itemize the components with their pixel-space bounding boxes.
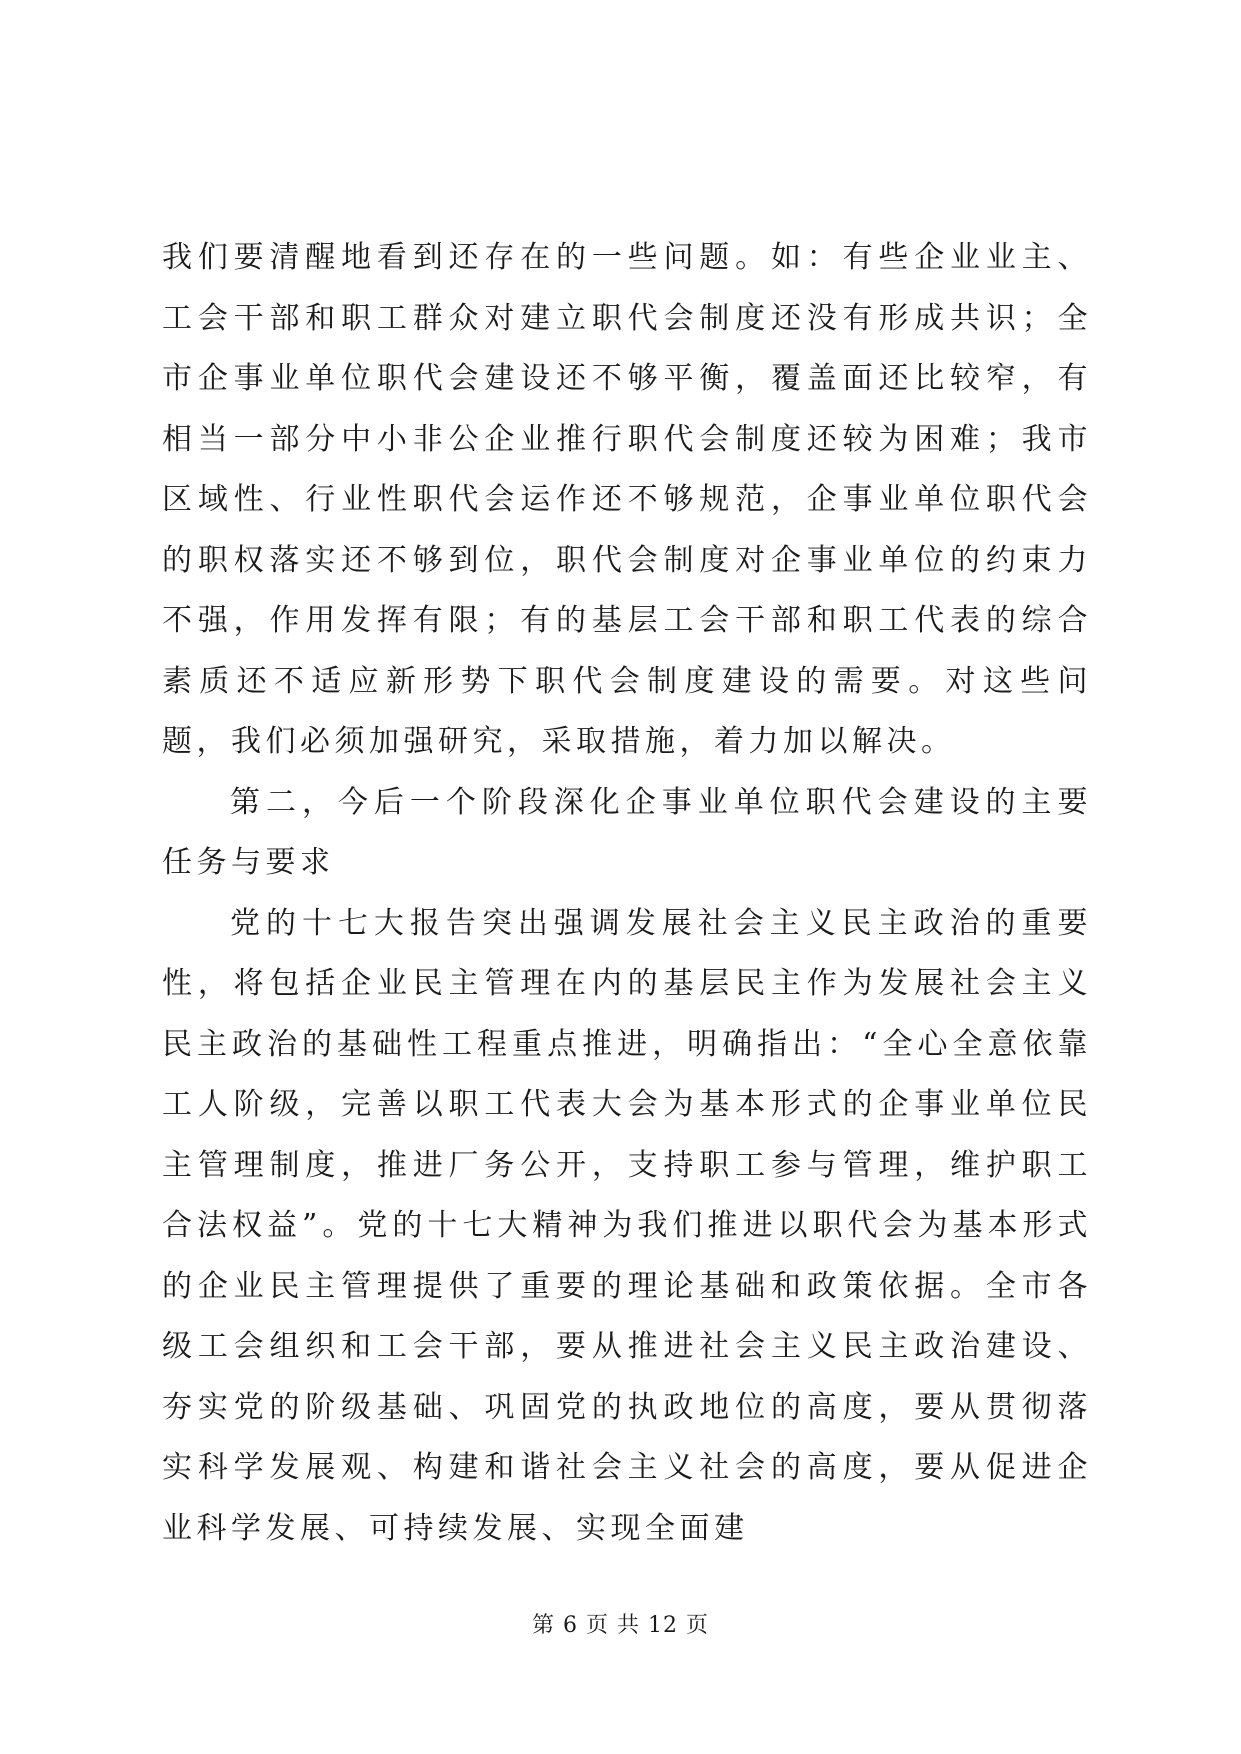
paragraph-section-heading: 第二，今后一个阶段深化企事业单位职代会建设的主要任务与要求 [162, 784, 1092, 880]
document-body [162, 228, 1092, 1559]
paragraph-party-congress: 党的十七大报告突出强调发展社会主义民主政治的重要性，将包括企业民主管理在内的基层民主作为发展社会主义民主政治的基础性工程重点推进，明确指出：“全心全意依靠工人阶级，完善以职工代表大会为基本形式的企事业单位民主管理制度，推进厂务公开，支持职工参与管理，维护职工合法权益”。党的十七大精神为我们推进以职代会为基本形式的企业民主管理提供了重要的理论基础和政策依据。全市各级工会组织和工会干部，要从推进社会主义民主政治建设、夯实党的阶级基础、巩固党的执政地位的高度，要从贯彻落实科学发展观、构建和谐社会主义社会的高度，要从促进企业科学发展、可持续发展、实现全面建 [162, 905, 1092, 1546]
paragraph-problems: 我们要清醒地看到还存在的一些问题。如：有些企业业主、工会干部和职工群众对建立职代会制度还没有形成共识；全市企事业单位职代会建设还不够平衡，覆盖面还比较窄，有相当一部分中小非公企业推行职代会制度还较为困难；我市区域性、行业性职代会运作还不够规范，企事业单位职代会的职权落实还不够到位，职代会制度对企事业单位的约束力不强，作用发挥有限；有的基层工会干部和职工代表的综合素质还不适应新形势下职代会制度建设的需要。对这些问题，我们必须加强研究，采取措施，着力加以解决。 [162, 240, 1092, 759]
page-number-footer: 第 6 页 共 12 页 [532, 1613, 709, 1638]
